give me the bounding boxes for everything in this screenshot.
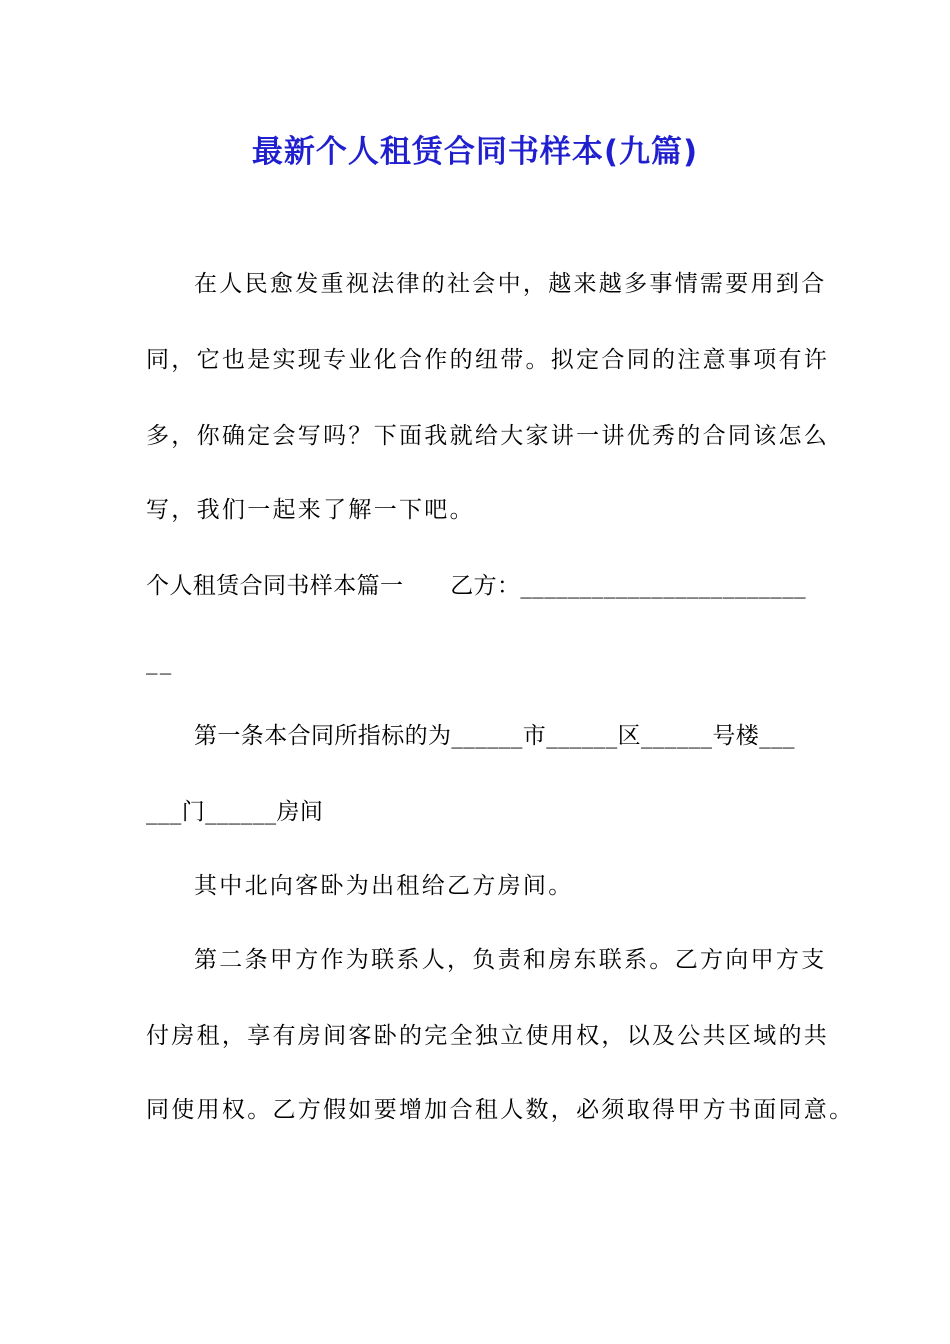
article-2-line-1: 第二条甲方作为联系人，负责和房东联系。乙方向甲方支: [194, 947, 827, 973]
paragraph-intro-line-4: 写，我们一起来了解一下吧。: [146, 497, 475, 523]
paragraph-intro-line-3: 多，你确定会写吗？下面我就给大家讲一讲优秀的合同该怎么: [146, 423, 830, 449]
document-title: 最新个人租赁合同书样本(九篇): [251, 134, 699, 170]
paragraph-intro-line-2: 同，它也是实现专业化合作的纽带。拟定合同的注意事项有许: [146, 347, 830, 373]
article-1-line-1: 第一条本合同所指标的为______市______区______号楼___: [194, 723, 795, 749]
article-1-line-2: ___门______房间: [146, 799, 324, 825]
party-b-blank-continuation: __: [146, 649, 174, 675]
article-2-line-2: 付房租，享有房间客卧的完全独立使用权，以及公共区域的共: [146, 1023, 830, 1049]
section-heading-party-b-line: 个人租赁合同书样本篇一 乙方：________________________: [146, 573, 806, 599]
room-description-line: 其中北向客卧为出租给乙方房间。: [194, 873, 574, 899]
paragraph-intro-line-1: 在人民愈发重视法律的社会中，越来越多事情需要用到合: [194, 271, 827, 297]
article-2-line-3: 同使用权。乙方假如要增加合租人数，必须取得甲方书面同意。: [146, 1097, 855, 1123]
